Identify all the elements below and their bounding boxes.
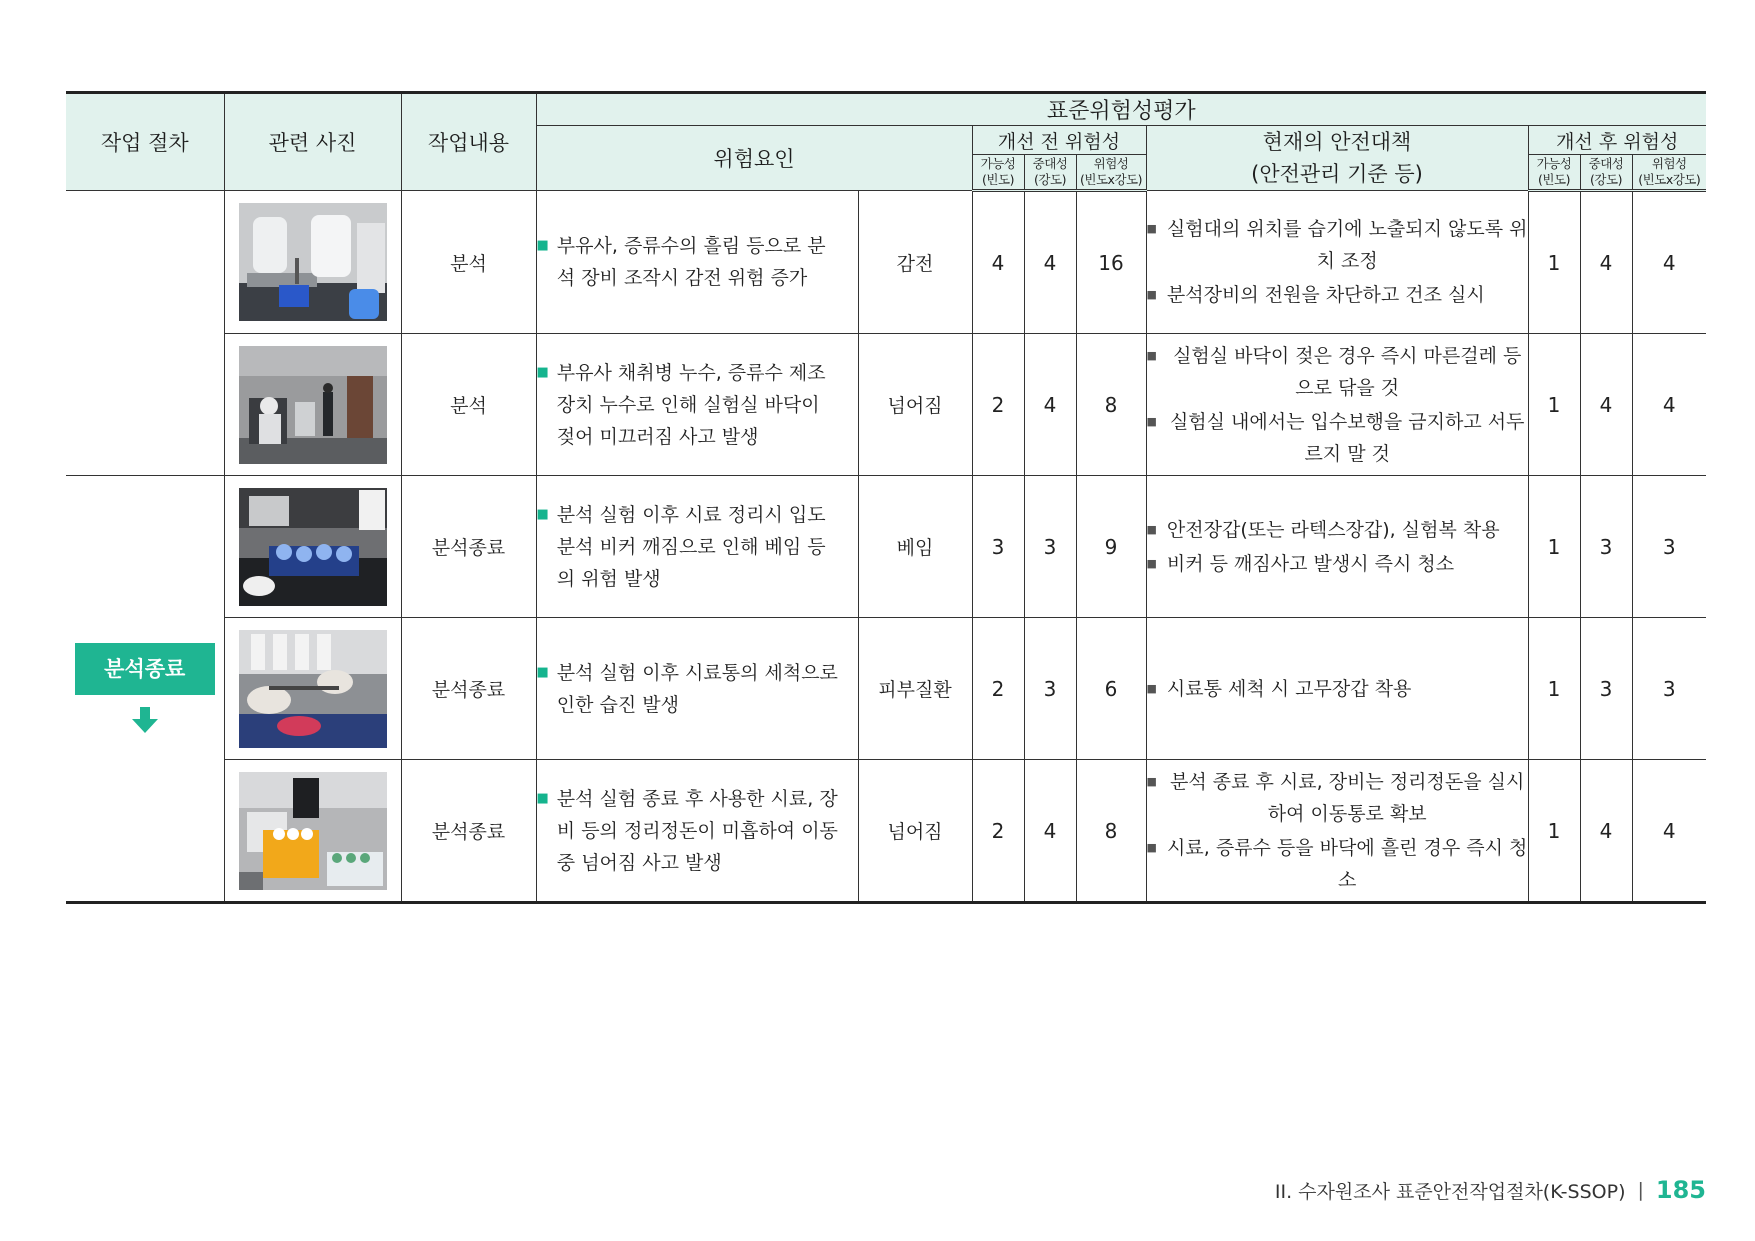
measure-text: 시료, 증류수 등을 바닥에 흘린 경우 즉시 청소 [1167,836,1528,891]
before-severity: 4 [1024,334,1076,476]
square-bullet-icon: ■ [1146,222,1157,235]
procedure-badge: 분석종료 [75,643,215,695]
before-likelihood: 4 [972,191,1024,334]
header-label: 가능성 [980,156,1016,172]
before-likelihood: 3 [972,476,1024,618]
header-label: (강도) [1590,172,1622,188]
header-label: (빈도) [1538,172,1570,188]
task-cell: 분석 [401,191,536,334]
before-likelihood: 2 [972,334,1024,476]
task-cell: 분석 [401,334,536,476]
square-bullet-icon: ■ [1146,522,1157,536]
hazard-line [537,783,858,815]
after-risk: 3 [1632,476,1706,618]
header-label: 위험성 [1093,156,1129,172]
lab-water-bottles-photo [239,203,387,321]
table-row [66,760,1706,903]
hazard-cell [536,191,858,334]
hazard-text: 분석 실험 이후 시료 정리시 입도 [556,503,826,526]
hazard-line [537,499,858,531]
square-bullet-icon: ■ [1146,774,1157,788]
page-footer [1275,1176,1706,1204]
measure-text: 실험대의 위치를 습기에 노출되지 않도록 위치 조정 [1166,218,1528,272]
header-before-likelihood [972,155,1024,191]
hazard-text: 부유사 채취병 누수, 증류수 제조 [556,361,826,384]
header-before-severity [1024,155,1076,191]
measure-text: 실험실 바닥이 젖은 경우 즉시 마른걸레 등으로 닦을 것 [1173,344,1522,399]
before-likelihood: 2 [972,760,1024,903]
measure-text: 분석장비의 전원을 차단하고 건조 실시 [1166,284,1485,306]
measures-cell [1146,476,1528,618]
header-after-likelihood [1528,155,1580,191]
header-before-risk: 개선 전 위험성 [972,126,1146,155]
header-label: (빈도) [982,172,1014,188]
before-risk: 16 [1076,191,1146,334]
lab-room-workers-photo [239,346,387,464]
table-row [66,334,1706,476]
header-before-risk-score [1076,155,1146,191]
measure-item [1147,766,1528,830]
hazard-type-cell: 넘어짐 [858,334,972,476]
hazard-text: 인한 습진 발생 [556,693,680,716]
after-risk: 4 [1632,760,1706,903]
hazard-text: 젖어 미끄러짐 사고 발생 [556,425,759,448]
hazard-type-cell: 넘어짐 [858,760,972,903]
after-risk: 4 [1632,191,1706,334]
task-cell: 분석종료 [401,618,536,760]
square-bullet-icon: ■ [1146,556,1157,570]
measure-text: 분석 종료 후 시료, 장비는 정리정돈을 실시하여 이동통로 확보 [1170,770,1525,825]
header-task: 작업내용 [401,93,536,191]
hazard-line [537,531,858,563]
after-severity: 4 [1580,334,1632,476]
after-likelihood: 1 [1528,334,1580,476]
procedure-cell-analysis-end [66,476,224,903]
measure-item [1147,673,1528,705]
table-row [66,618,1706,760]
bullet-icon: ■ [536,664,549,680]
square-bullet-icon: ■ [1146,288,1157,301]
before-risk: 6 [1076,618,1146,760]
measures-cell [1146,760,1528,903]
table-row [66,476,1706,618]
bullet-icon: ■ [536,790,549,806]
footer-separator: | [1637,1179,1644,1201]
measures-cell [1146,618,1528,760]
before-severity: 4 [1024,760,1076,903]
hazard-line [537,815,858,847]
header-label: 중대성 [1032,156,1068,172]
hazard-line [537,657,858,689]
hazard-line [537,389,858,421]
beakers-on-tray-photo [239,488,387,606]
hazard-line [537,262,858,294]
task-cell: 분석종료 [401,476,536,618]
header-current-measures-line1: 현재의 안전대책 [1262,130,1412,154]
photo-cell [224,618,401,760]
header-photo: 관련 사진 [224,93,401,191]
gloved-hands-washing-photo [239,630,387,748]
hazard-text: 비 등의 정리정돈이 미흡하여 이동 [556,819,838,842]
chapter-title: II. 수자원조사 표준안전작업절차(K-SSOP) [1274,1180,1626,1203]
bullet-icon: ■ [536,364,549,380]
header-label: (빈도x강도) [1080,172,1142,188]
header-hazard: 위험요인 [536,126,972,191]
measure-item [1147,213,1528,277]
square-bullet-icon: ■ [1146,414,1157,428]
header-label: 위험성 [1651,156,1687,172]
after-risk: 3 [1632,618,1706,760]
hazard-type-cell: 피부질환 [858,618,972,760]
hazard-cell [536,618,858,760]
before-severity: 3 [1024,476,1076,618]
hazard-text: 분석 비커 깨짐으로 인해 베임 등 [556,535,826,558]
measure-item [1147,279,1528,311]
measure-item [1147,832,1528,896]
header-procedure: 작업 절차 [66,93,224,191]
hazard-text: 석 장비 조작시 감전 위험 증가 [556,267,808,289]
before-risk: 9 [1076,476,1146,618]
before-risk: 8 [1076,760,1146,903]
header-label: 가능성 [1536,156,1572,172]
hazard-line [537,689,858,721]
measure-item [1147,514,1528,546]
measure-text: 시료통 세척 시 고무장갑 착용 [1166,677,1412,700]
hazard-cell [536,476,858,618]
hazard-cell [536,334,858,476]
before-severity: 4 [1024,191,1076,334]
square-bullet-icon: ■ [1146,840,1157,854]
measure-text: 비커 등 깨짐사고 발생시 즉시 청소 [1166,552,1455,575]
before-likelihood: 2 [972,618,1024,760]
hazard-text: 분석 실험 종료 후 사용한 시료, 장 [556,787,838,810]
header-label: (빈도x강도) [1638,172,1701,188]
page-number: 185 [1655,1176,1706,1204]
after-risk: 4 [1632,334,1706,476]
header-after-risk: 개선 후 위험성 [1528,126,1706,155]
square-bullet-icon: ■ [1146,348,1157,362]
before-risk: 8 [1076,334,1146,476]
procedure-cell-analysis [66,191,224,476]
measure-item [1147,548,1528,580]
square-bullet-icon: ■ [1146,681,1157,695]
hazard-cell [536,760,858,903]
hazard-text: 중 넘어짐 사고 발생 [556,851,722,874]
header-standard-assessment: 표준위험성평가 [536,93,1706,126]
before-severity: 3 [1024,618,1076,760]
after-likelihood: 1 [1528,760,1580,903]
hazard-line [537,847,858,879]
measures-cell [1146,334,1528,476]
hazard-type-cell: 감전 [858,191,972,334]
after-severity: 3 [1580,476,1632,618]
hazard-line [537,563,858,595]
bullet-icon: ■ [536,238,549,253]
measure-item [1147,340,1528,404]
header-after-risk-score [1632,155,1706,191]
sample-bottles-basket-photo [239,772,387,890]
hazard-line [537,230,858,262]
hazard-type-cell: 베임 [858,476,972,618]
header-label: 중대성 [1588,156,1624,172]
hazard-text: 분석 실험 이후 시료통의 세척으로 [556,661,838,684]
after-likelihood: 1 [1528,476,1580,618]
after-severity: 4 [1580,191,1632,334]
hazard-line [537,421,858,453]
hazard-text: 부유사, 증류수의 흘림 등으로 분 [556,235,826,257]
arrow-down-icon [130,705,160,735]
after-severity: 3 [1580,618,1632,760]
hazard-text: 의 위험 발생 [556,567,661,590]
measures-cell [1146,191,1528,334]
task-cell: 분석종료 [401,760,536,903]
header-current-measures [1146,126,1528,191]
photo-cell [224,191,401,334]
bullet-icon: ■ [536,506,549,522]
photo-cell [224,476,401,618]
after-likelihood: 1 [1528,618,1580,760]
after-severity: 4 [1580,760,1632,903]
measure-text: 실험실 내에서는 입수보행을 금지하고 서두르지 말 것 [1169,410,1525,465]
photo-cell [224,334,401,476]
measure-text: 안전장갑(또는 라텍스장갑), 실험복 착용 [1166,518,1500,541]
header-after-severity [1580,155,1632,191]
table-row [66,191,1706,334]
photo-cell [224,760,401,903]
header-current-measures-line2: (안전관리 기준 등) [1251,162,1423,186]
measure-item [1147,406,1528,470]
header-label: (강도) [1034,172,1066,188]
risk-assessment-table [66,91,1706,904]
after-likelihood: 1 [1528,191,1580,334]
hazard-text: 장치 누수로 인해 실험실 바닥이 [556,393,820,416]
hazard-line [537,357,858,389]
